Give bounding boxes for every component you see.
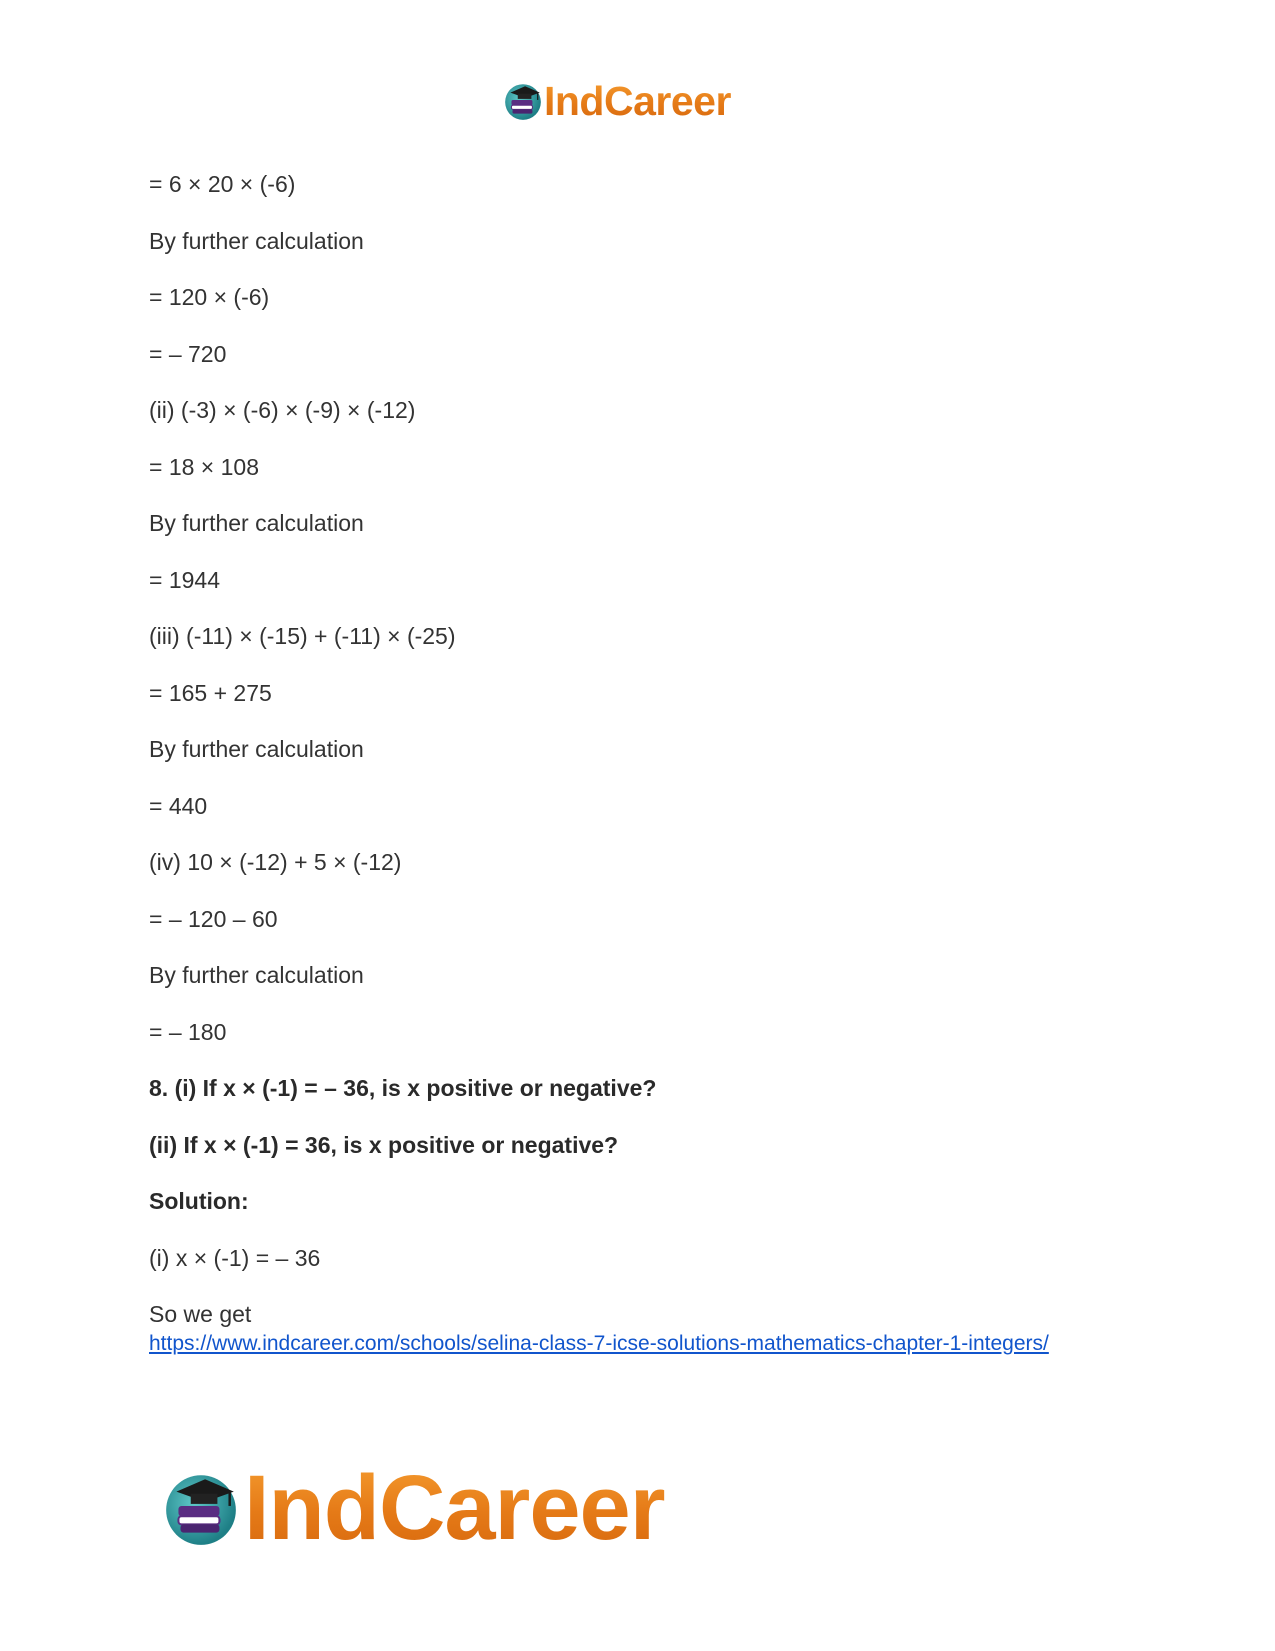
logo-wordmark: IndCareer: [544, 77, 731, 124]
graduation-cap-book-globe-icon: [160, 1467, 242, 1549]
text-line: By further calculation: [149, 510, 364, 536]
graduation-cap-book-globe-icon: [502, 80, 544, 122]
text-line: By further calculation: [149, 962, 364, 988]
solution-label: Solution:: [149, 1188, 249, 1214]
footer-logo: [160, 1457, 665, 1559]
text-line: = 18 × 108: [149, 454, 259, 480]
source-link[interactable]: https://www.indcareer.com/schools/selina-class-7-icse-solutions-mathematics-chapter-1-integers/: [149, 1332, 1049, 1355]
text-line: = 1944: [149, 567, 220, 593]
text-line: = 6 × 20 × (-6): [149, 171, 296, 197]
text-line: (iv) 10 × (-12) + 5 × (-12): [149, 849, 402, 875]
text-line: By further calculation: [149, 228, 364, 254]
text-line: By further calculation: [149, 736, 364, 762]
text-line: So we get: [149, 1301, 252, 1327]
text-line: (iii) (-11) × (-15) + (-11) × (-25): [149, 623, 456, 649]
text-line: (i) x × (-1) = – 36: [149, 1245, 321, 1271]
text-line: = – 120 – 60: [149, 906, 278, 932]
text-line: = 440: [149, 793, 208, 819]
text-line: = 165 + 275: [149, 680, 272, 706]
logo-wordmark: IndCareer: [244, 1457, 665, 1559]
question-subheading: (ii) If x × (-1) = 36, is x positive or negative?: [149, 1132, 619, 1158]
text-line: = – 720: [149, 341, 227, 367]
text-line: (ii) (-3) × (-6) × (-9) × (-12): [149, 397, 416, 423]
question-heading: 8. (i) If x × (-1) = – 36, is x positive or negative?: [149, 1075, 657, 1101]
header-logo: [502, 77, 731, 124]
text-line: = – 180: [149, 1019, 227, 1045]
text-line: = 120 × (-6): [149, 284, 270, 310]
